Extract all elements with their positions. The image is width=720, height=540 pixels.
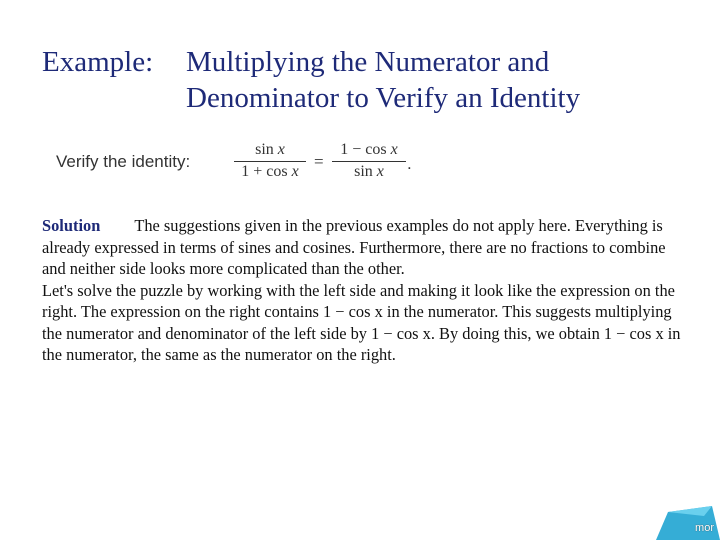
solution-label: Solution [42, 216, 101, 235]
left-fraction-bar [234, 161, 306, 162]
solution-text [42, 215, 690, 366]
right-denominator: sin x [354, 163, 384, 180]
identity-prefix: Verify the identity: [56, 152, 191, 171]
identity-period: . [407, 154, 412, 173]
more-button[interactable] [650, 506, 720, 540]
left-numerator: sin x [255, 141, 285, 158]
example-title: Multiplying the Numerator and Denominator to Verify an Identity [186, 46, 581, 114]
solution-paragraph-1: The suggestions given in the previous examples do not apply here. Everything is already expressed in terms of sines and cosines. Furthermore, there are no fractions to combine and neither side looks more complicated than the other. [42, 216, 666, 278]
solution-paragraph-2: Let's solve the puzzle by working with the left side and making it look like the expression on the right. The expression on the right contains 1 − cos x in the numerator. This suggests multiplying the numerator and denominator of the left side by 1 − cos x. By doing this, we obtain 1 − cos x in the numerator, the same as the numerator on the right. [42, 280, 681, 364]
equals-sign: = [314, 152, 324, 171]
right-numerator: 1 − cos x [340, 141, 398, 158]
left-denominator: 1 + cos x [241, 163, 299, 180]
left-fraction [234, 141, 306, 181]
example-label: Example: [42, 46, 154, 78]
right-fraction-bar [332, 161, 406, 162]
right-fraction [332, 141, 406, 181]
more-label: mor [695, 522, 714, 534]
